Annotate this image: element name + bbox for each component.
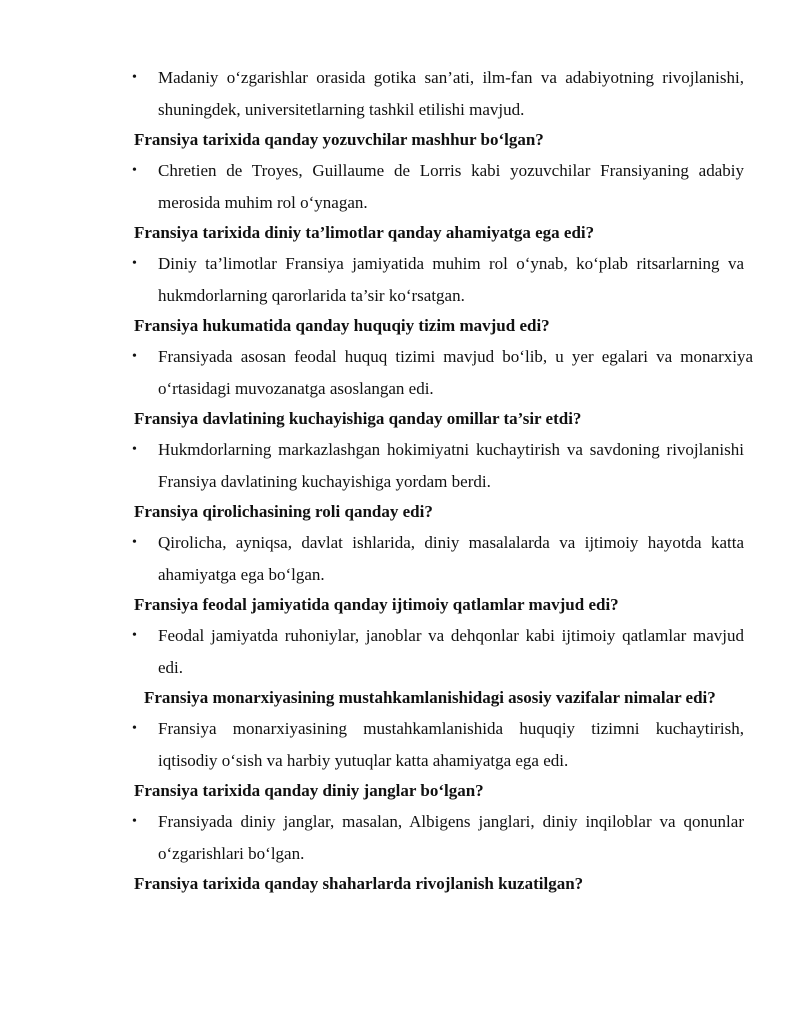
bullet-item	[132, 62, 744, 125]
bullet-text: Fransiyada diniy janglar, masalan, Albigens janglari, diniy inqiloblar va qonunlar o‘zgarishlari bo‘lgan.	[158, 812, 744, 863]
question-heading: Fransiya tarixida qanday shaharlarda rivojlanish kuzatilgan?	[134, 874, 584, 893]
question-heading: Fransiya tarixida qanday diniy janglar bo‘lgan?	[134, 781, 484, 800]
bullet-item	[132, 806, 744, 869]
question-heading: Fransiya tarixida diniy ta’limotlar qanday ahamiyatga ega edi?	[134, 223, 595, 242]
bullet-item	[132, 620, 744, 683]
question-heading: Fransiya qirolichasining roli qanday edi?	[134, 502, 433, 521]
question-heading: Fransiya davlatining kuchayishiga qanday omillar ta’sir etdi?	[134, 409, 582, 428]
bullet-item	[132, 155, 744, 218]
bullet-icon: •	[132, 535, 137, 550]
bullet-text: Madaniy o‘zgarishlar orasida gotika san’ati, ilm-fan va adabiyotning rivojlanishi, shuningdek, universitetlarning tashkil etilishi mavjud.	[158, 68, 744, 119]
bullet-icon: •	[132, 256, 137, 271]
bullet-text: Hukmdorlarning markazlashgan hokimiyatni kuchaytirish va savdoning rivojlanishi Fransiya davlatining kuchayishiga yordam berdi.	[158, 440, 744, 491]
bullet-text: Feodal jamiyatda ruhoniylar, janoblar va dehqonlar kabi ijtimoiy qatlamlar mavjud edi.	[158, 626, 744, 677]
bullet-text: Fransiyada asosan feodal huquq tizimi mavjud bo‘lib, u yer egalari va monarxiya o‘rtasidagi muvozanatga asoslangan edi.	[158, 347, 753, 398]
question-heading: Fransiya hukumatida qanday huquqiy tizim mavjud edi?	[134, 316, 550, 335]
question-heading: Fransiya monarxiyasining mustahkamlanishidagi asosiy vazifalar nimalar edi?	[144, 688, 716, 707]
bullet-icon: •	[132, 349, 137, 364]
bullet-item	[132, 248, 744, 311]
bullet-item	[132, 434, 744, 497]
bullet-icon: •	[132, 442, 137, 457]
bullet-icon: •	[132, 814, 137, 829]
bullet-item	[132, 713, 744, 776]
bullet-item	[132, 341, 753, 404]
bullet-icon: •	[132, 163, 137, 178]
bullet-text: Fransiya monarxiyasining mustahkamlanishida huquqiy tizimni kuchaytirish, iqtisodiy o‘sish va harbiy yutuqlar katta ahamiyatga ega edi.	[158, 719, 744, 770]
bullet-text: Chretien de Troyes, Guillaume de Lorris kabi yozuvchilar Fransiyaning adabiy merosida muhim rol o‘ynagan.	[158, 161, 744, 212]
question-heading: Fransiya tarixida qanday yozuvchilar mashhur bo‘lgan?	[134, 130, 544, 149]
bullet-icon: •	[132, 721, 137, 736]
bullet-icon: •	[132, 70, 137, 85]
bullet-text: Qirolicha, ayniqsa, davlat ishlarida, diniy masalalarda va ijtimoiy hayotda katta ahamiyatga ega bo‘lgan.	[158, 533, 744, 584]
document-page	[0, 62, 800, 899]
bullet-item	[132, 527, 744, 590]
bullet-text: Diniy ta’limotlar Fransiya jamiyatida muhim rol o‘ynab, ko‘plab ritsarlarning va hukmdorlarning qarorlarida ta’sir ko‘rsatgan.	[158, 254, 744, 305]
question-heading: Fransiya feodal jamiyatida qanday ijtimoiy qatlamlar mavjud edi?	[134, 595, 619, 614]
bullet-icon: •	[132, 628, 137, 643]
